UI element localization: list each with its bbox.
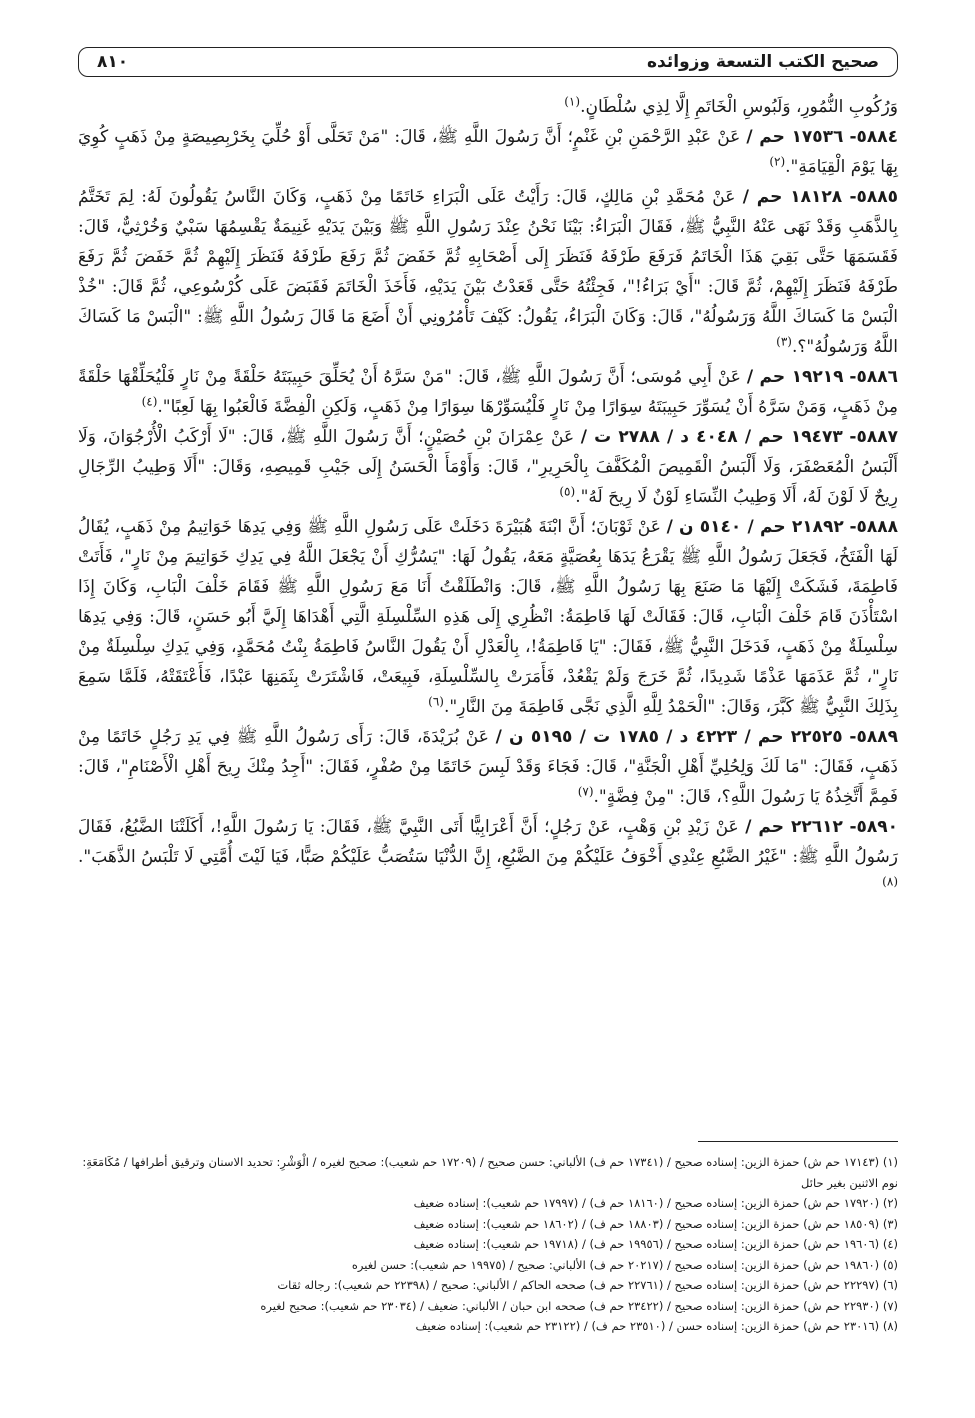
hadith-text: عَنْ أَبِي مُوسَى؛ أَنَّ رَسُولَ اللَّهِ ﷺ، قَالَ: "مَنْ سَرَّهُ أَنْ يُحَلِّقَ حَبِيبَتَهُ حَلْقَةً مِنْ نَارٍ فَلْيُحَلِّقْهَا حَلْقَةً مِنْ ذَهَبٍ، وَمَنْ سَرَّهُ أَنْ يُسَوِّرَ حَبِيبَتَهُ سِوَارًا مِنْ نَارٍ فَلْيُسَوِّرْهَا سِوَارًا مِنْ ذَهَبٍ، وَلَكِنِ الْفِضَّةَ فَالْعَبُوا بِهَا لَعِبًا". [78, 367, 898, 417]
hadith-references: ٢٢٥٢٥ حم / ٤٢٢٣ د / ١٧٨٥ ت / ٥١٩٥ ن / [495, 727, 843, 747]
hadith-number: ٥٨٨٤- [849, 127, 899, 147]
footnote-divider [698, 1141, 898, 1142]
footnote: (٤) (١٩٦٠٦ حم ش) حمزة الزين: إسناده صحيح / (١٩٩٥٦ حم ف) / (١٩٧١٨ حم شعيب): إسناده ضعيف [413, 1237, 898, 1251]
hadith-text: عَنْ بُرَيْدَةَ، قَالَ: رَأَى رَسُولُ اللَّهِ ﷺ فِي يَدِ رَجُلٍ خَاتَمًا مِنْ ذَهَبٍ، فَقَالَ: "مَا لَكَ وَلِحُلِيِّ أَهْلِ الْجَنَّةِ"، قَالَ: فَجَاءَ وَقَدْ لَبِسَ خَاتَمًا مِنْ صُفْرٍ، فَقَالَ: "أَجِدُ مِنْكَ رِيحَ أَهْلِ الْأَصْنَامِ"، قَالَ: فَمِمَّ أَتَّخِذُهُ يَا رَسُولَ اللَّهِ؟، قَالَ: "مِنْ فِضَّةٍ". [78, 727, 898, 807]
main-text [78, 92, 898, 902]
hadith-paragraph [78, 722, 898, 812]
hadith-text: عَنْ عِمْرَانَ بْنِ حُصَيْنٍ؛ أَنَّ رَسُولَ اللَّهِ ﷺ، قَالَ: "لَا أَرْكَبُ الْأُرْجُوَانَ، وَلَا أَلْبَسُ الْمُعَصْفَرَ، وَلَا أَلْبَسُ الْقَمِيصَ الْمُكَفَّفَ بِالْحَرِيرِ"، قَالَ: وَأَوْمَأَ الْحَسَنُ إِلَى جَيْبِ قَمِيصِهِ، وَقَالَ: "أَلَا وَطِيبُ الرِّجَالِ رِيحٌ لَا لَوْنَ لَهُ، أَلَا وَطِيبُ النِّسَاءِ لَوْنٌ لَا رِيحَ لَهُ". [78, 427, 898, 507]
footnote-ref[interactable]: (٣) [776, 334, 792, 349]
footnote-ref[interactable]: (٨) [882, 874, 898, 889]
hadith-paragraph [78, 182, 898, 362]
hadith-paragraph [78, 362, 898, 422]
footnotes [78, 1152, 898, 1337]
footnote: (٦) (٢٢٢٩٧ حم ش) حمزة الزين: إسناده صحيح / (٢٢٧٦١ حم ف) صححه الحاكم / الألباني: صحيح / (٢٢٣٩٨ حم شعيب): رجاله ثقات [277, 1278, 898, 1292]
hadith-references: ٢٢٦١٢ حم / [745, 817, 843, 837]
hadith-paragraph [78, 422, 898, 512]
hadith-paragraph [78, 122, 898, 182]
intro-text: وَرُكُوبِ النُّمُورِ، وَلَبُوسِ الْخَاتَمِ إِلَّا لِذِي سُلْطَانٍ. [580, 97, 898, 117]
page-number: ٨١٠ [97, 52, 129, 72]
footnote-ref[interactable]: (٤) [141, 394, 158, 409]
footnote: (٢) (١٧٩٢٠ حم ش) حمزة الزين: إسناده صحيح / (١٨١٦٠ حم ف) / (١٧٩٩٧ حم شعيب): إسناده ضعيف [413, 1196, 898, 1210]
hadith-references: ١٨١٢٨ حم / [742, 187, 843, 207]
hadith-number: ٥٨٨٧- [849, 427, 898, 447]
footnote-ref[interactable]: (٥) [559, 484, 576, 499]
footnote-ref[interactable]: (٢) [769, 154, 786, 169]
hadith-paragraph [78, 512, 898, 722]
hadith-references: ١٧٥٣٦ حم / [746, 127, 844, 147]
hadith-number: ٥٨٨٥- [849, 187, 899, 207]
hadith-text: عَنْ مُحَمَّدِ بْنِ مَالِكٍ، قَالَ: رَأَيْتُ عَلَى الْبَرَاءِ خَاتَمًا مِنْ ذَهَبٍ، وَكَانَ النَّاسُ يَقُولُونَ لَهُ: لِمَ تَخَتَّمُ بِالذَّهَبِ وَقَدْ نَهَى عَنْهُ النَّبِيُّ ﷺ، فَقَالَ الْبَرَاءُ: بَيْنَا نَحْنُ عِنْدَ رَسُولِ اللَّهِ ﷺ وَبَيْنَ يَدَيْهِ غَنِيمَةٌ يَقْسِمُهَا سَبْيٌ وَخُرْثِيٌّ، قَالَ: فَقَسَمَهَا حَتَّى بَقِيَ هَذَا الْخَاتَمُ فَرَفَعَ طَرْفَهُ فَنَظَرَ إِلَى أَصْحَابِهِ ثُمَّ خَفَضَ ثُمَّ رَفَعَ طَرْفَهُ فَنَظَرَ إِلَيْهِمْ ثُمَّ خَفَضَ ثُمَّ رَفَعَ طَرْفَهُ فَنَظَرَ إِلَيْهِمْ، ثُمَّ قَالَ: "أَيْ بَرَاءُ!"، فَجِئْتُهُ حَتَّى قَعَدْتُ بَيْنَ يَدَيْهِ، فَأَخَذَ الْخَاتَمَ فَقَبَضَ عَلَى كُرْسُوعِي، ثُمَّ قَالَ: "خُذْ الْبَسْ مَا كَسَاكَ اللَّهُ وَرَسُولُهُ"، قَالَ: وَكَانَ الْبَرَاءُ، يَقُولُ: كَيْفَ تَأْمُرُونِي أَنْ أَضَعَ مَا قَالَ رَسُولُ اللَّهِ ﷺ: "الْبَسْ مَا كَسَاكَ اللَّهُ وَرَسُولُهُ"؟. [78, 187, 898, 357]
footnote: (٨) (٢٣٠١٦ حم ش) حمزة الزين: إسناده حسن / (٢٣٥١٠ حم ف) / (٢٣١٢٢ حم شعيب): إسناده ضعيف [415, 1319, 898, 1333]
hadith-number: ٥٨٨٨- [849, 517, 899, 537]
page-header [78, 47, 898, 77]
hadith-text: عَنْ عَبْدِ الرَّحْمَنِ بْنِ غَنْمٍ؛ أَنَّ رَسُولَ اللَّهِ ﷺ، قَالَ: "مَنْ تَحَلَّى أَوْ حُلِّيَ بِخَرْبِصِيصَةٍ مِنْ ذَهَبٍ كُوِيَ بِهَا يَوْمَ الْقِيَامَةِ". [78, 127, 898, 177]
hadith-text: عَنْ زَيْدِ بْنِ وَهْبٍ، عَنْ رَجُلٍ؛ أَنَّ أَعْرَابِيًّا أَتَى النَّبِيَّ ﷺ، فَقَالَ: يَا رَسُولَ اللَّهِ!، أَكَلَتْنَا الضَّبُعُ، فَقَالَ رَسُولُ اللَّهِ ﷺ: "غَيْرُ الضَّبُعِ عِنْدِي أَخْوَفُ عَلَيْكُمْ مِنَ الضَّبُعِ، إِنَّ الدُّنْيَا سَتُصَبُّ عَلَيْكُمْ صَبًّا، فَيَا لَيْتَ أُمَّتِي لَا تَلْبَسُ الذَّهَبَ". [78, 817, 898, 867]
hadith-references: ١٩٢١٩ حم / [746, 367, 844, 387]
footnote: (١) (١٧١٤٣ حم ش) حمزة الزين: إسناده صحيح / (١٧٣٤١ حم ف) الألباني: حسن صحيح / (١٧٢٠٩ حم شعيب): صحيح لغيره / الْوَشْرِ: تحديد الاسنان وترقيق أطرافها / مُكَامَعَةِ: نوم الاثنين بغير حائل [82, 1155, 898, 1190]
hadith-references: ١٩٤٧٣ حم / ٤٠٤٨ د / ٢٧٨٨ ت / [580, 427, 843, 447]
hadith-number: ٥٨٨٩- [849, 727, 898, 747]
hadith-number: ٥٨٩٠- [849, 817, 899, 837]
footnote: (٥) (١٩٨٦٠ حم ش) حمزة الزين: إسناده صحيح / (٢٠٢١٧ حم ف) الألباني: صحيح / (١٩٩٧٥ حم شعيب): حسن لغيره [351, 1257, 898, 1272]
footnote-ref[interactable]: (٧) [577, 784, 594, 799]
footnote: (٣) (١٨٥٠٩ حم ش) حمزة الزين: إسناده صحيح / (١٨٨٠٣ حم ف) / (١٨٦٠٢ حم شعيب): إسناده ضعيف [413, 1216, 898, 1231]
hadith-text: عَنْ ثَوْبَانَ؛ أَنَّ ابْنَةَ هُبَيْرَةَ دَخَلَتْ عَلَى رَسُولِ اللَّهِ ﷺ وَفِي يَدِهَا خَوَاتِيمُ مِنْ ذَهَبٍ، يُقَالُ لَهَا الْفَتَخُ، فَجَعَلَ رَسُولُ اللَّهِ ﷺ يَقْرَعُ يَدَهَا بِعُصَيَّةٍ مَعَهُ، يَقُولُ لَهَا: "يَسُرُّكِ أَنْ يَجْعَلَ اللَّهُ فِي يَدِكِ خَوَاتِيمَ مِنْ نَارٍ"، فَأَتَتْ فَاطِمَةَ، فَشَكَتْ إِلَيْهَا مَا صَنَعَ بِهَا رَسُولُ اللَّهِ ﷺ، قَالَ: وَانْطَلَقْتُ أَنَا مَعَ رَسُولِ اللَّهِ ﷺ فَقَامَ خَلْفَ الْبَابِ، وَكَانَ إِذَا اسْتَأْذَنَ قَامَ خَلْفَ الْبَابِ، قَالَ: فَقَالَتْ لَهَا فَاطِمَةُ: انْظُرِي إِلَى هَذِهِ السِّلْسِلَةِ الَّتِي أَهْدَاهَا إِلَيَّ أَبُو حَسَنٍ، قَالَ: وَفِي يَدِهَا سِلْسِلَةٌ مِنْ ذَهَبٍ، فَدَخَلَ النَّبِيُّ ﷺ، فَقَالَ: "يَا فَاطِمَةُ!، بِالْعَدْلِ أَنْ يَقُولَ النَّاسُ فَاطِمَةُ بِنْتُ مُحَمَّدٍ، وَفِي يَدِكِ سِلْسِلَةٌ مِنْ نَارٍ"، ثُمَّ عَذَمَهَا عَذْمًا شَدِيدًا، ثُمَّ خَرَجَ وَلَمْ يَقْعُدْ، فَأَمَرَتْ بِالسِّلْسِلَةِ، فَبِيعَتْ، فَاشْتَرَتْ بِثَمَنِهَا عَبْدًا، فَأَعْتَقَتْهُ، فَلَمَّا سَمِعَ بِذَلِكَ النَّبِيُّ ﷺ كَبَّرَ، وَقَالَ: "الْحَمْدُ لِلَّهِ الَّذِي نَجَّى فَاطِمَةَ مِنَ النَّارِ". [78, 517, 898, 717]
intro-paragraph [78, 92, 898, 122]
footnote-ref[interactable]: (٦) [428, 694, 444, 709]
footnote: (٧) (٢٢٩٣٠ حم ش) حمزة الزين: إسناده صحيح / (٢٣٤٢٢ حم ف) صححه ابن حبان / الألباني: ضعيف / (٢٣٠٣٤ حم شعيب): صحيح لغيره [260, 1298, 898, 1313]
hadith-paragraph [78, 812, 898, 902]
book-title: صحيح الكتب التسعة وزوائده [647, 52, 879, 72]
hadith-number: ٥٨٨٦- [849, 367, 898, 387]
footnote-ref[interactable]: (١) [564, 94, 581, 109]
hadith-references: ٢١٨٩٢ حم / ٥١٤٠ ن / [666, 517, 844, 537]
